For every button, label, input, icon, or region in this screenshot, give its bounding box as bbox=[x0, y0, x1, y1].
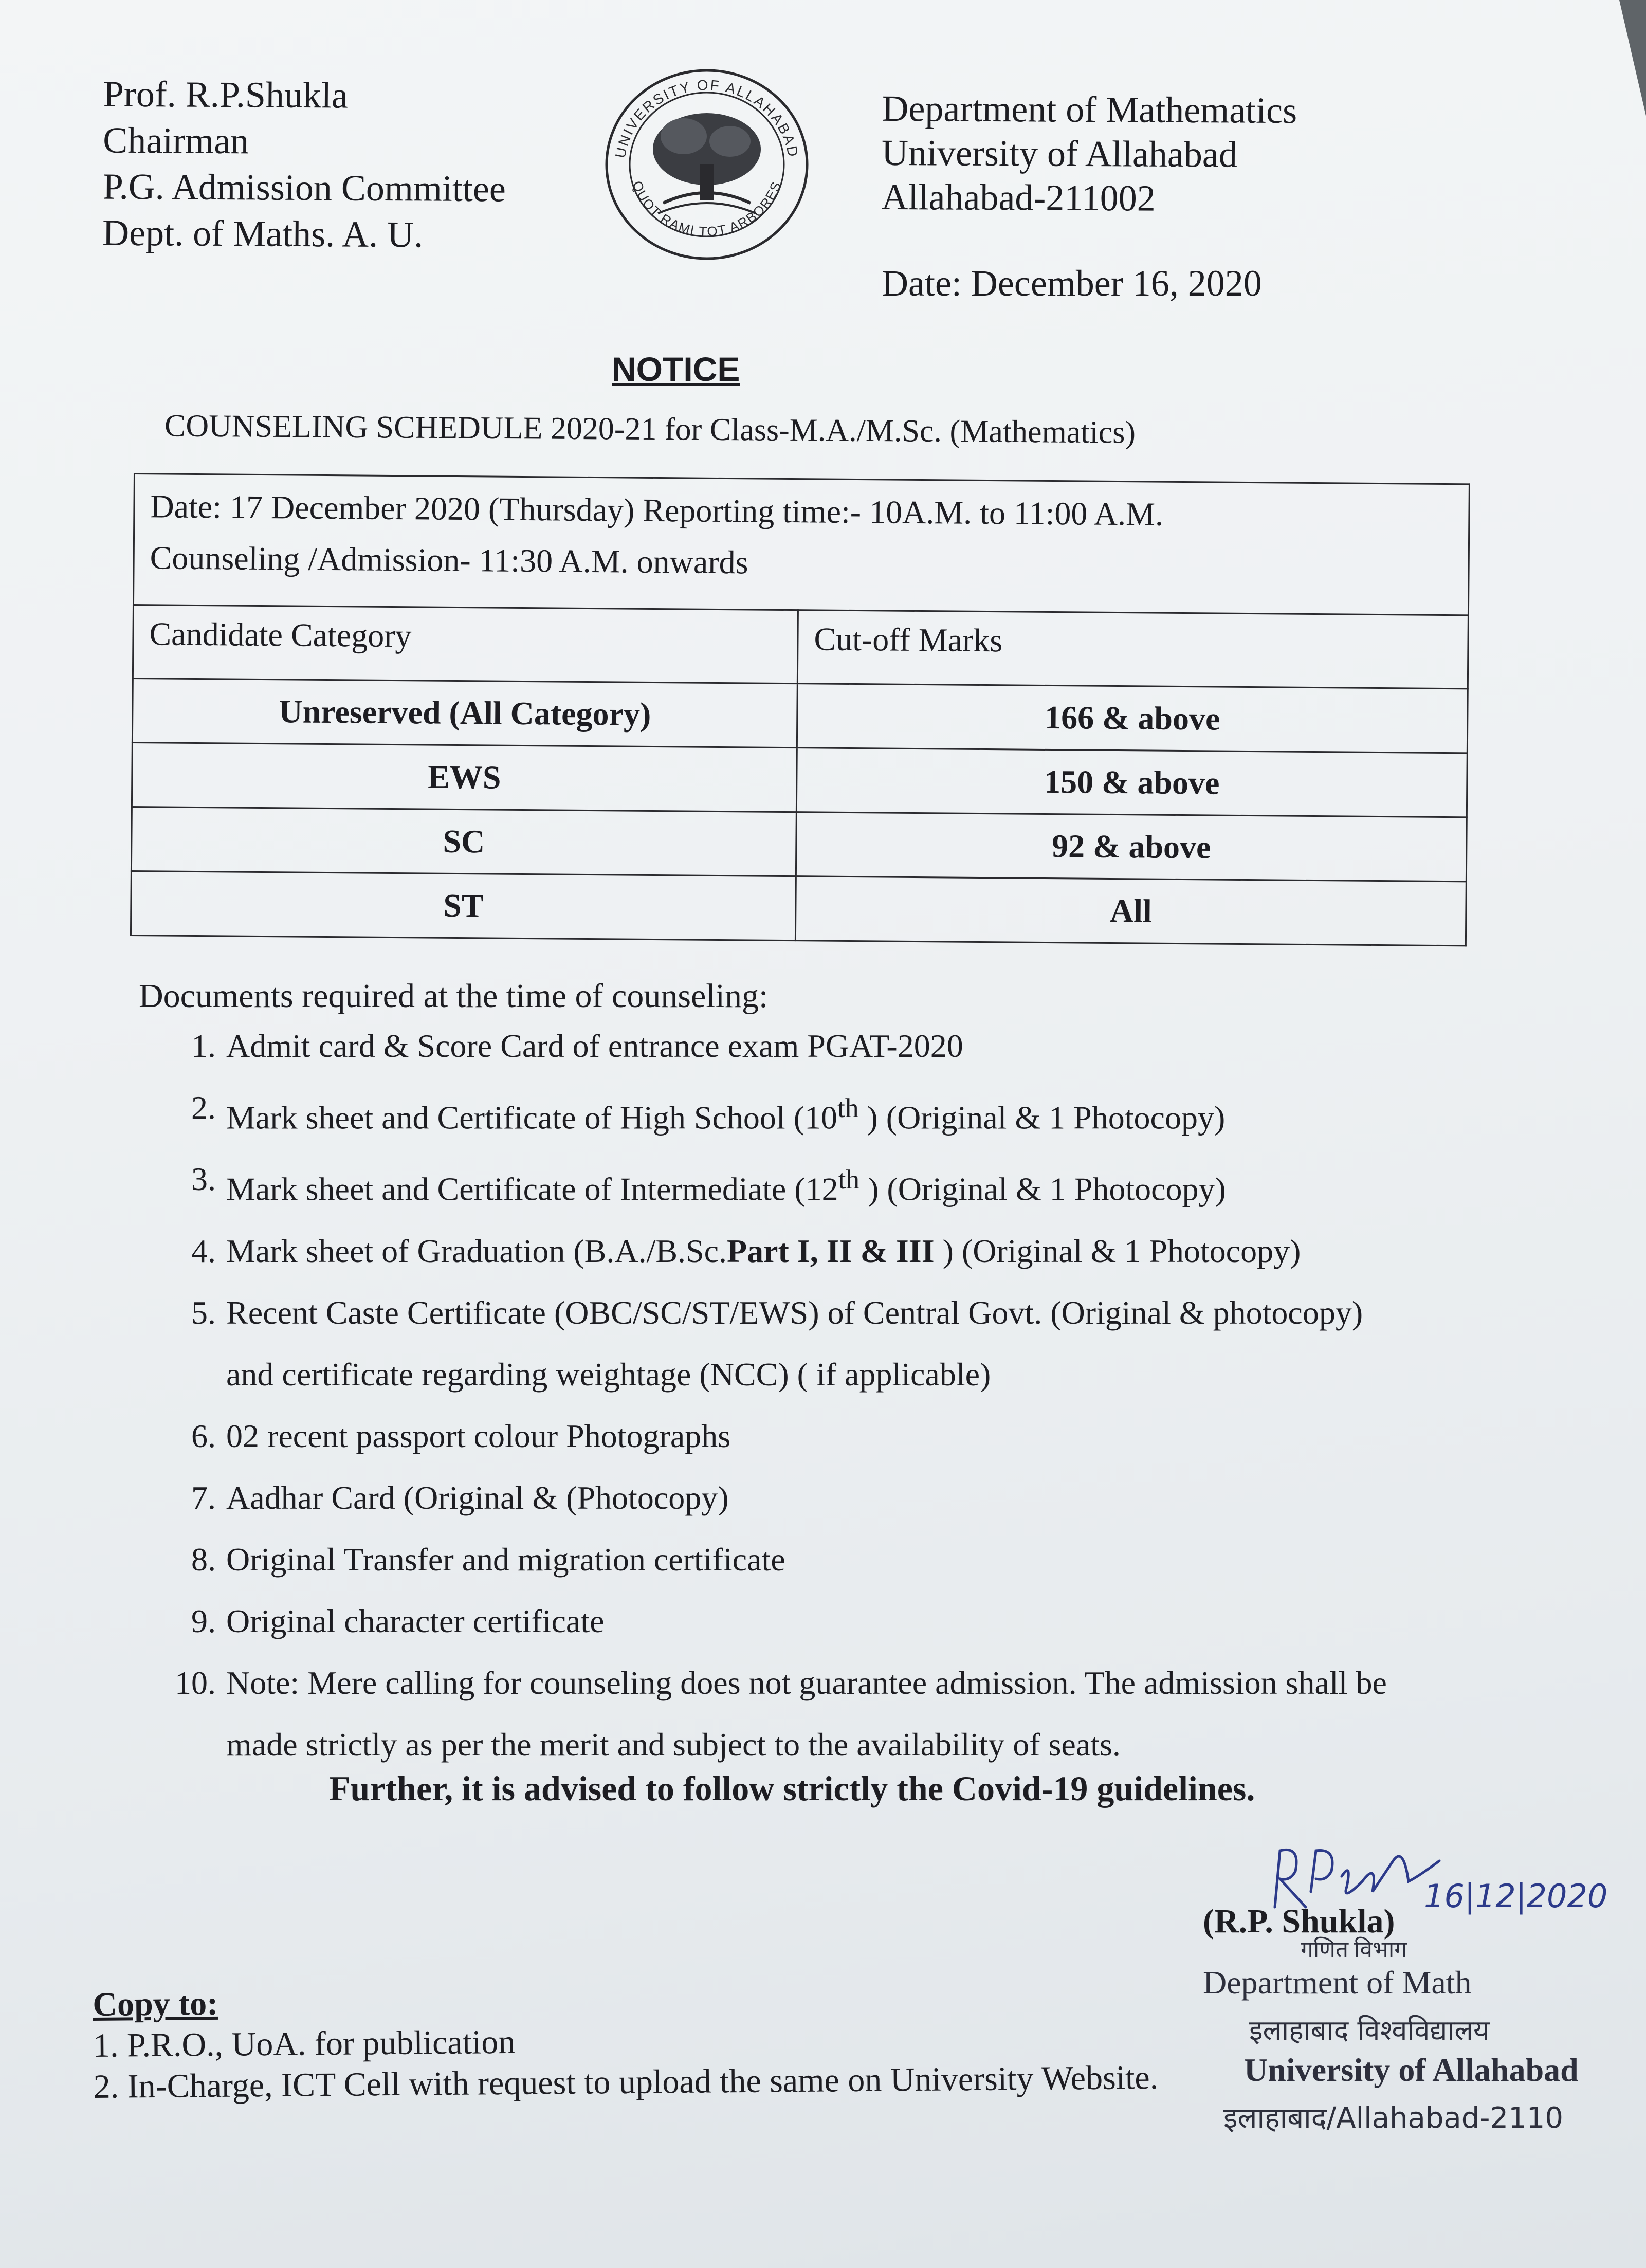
seal-text-top: UNIVERSITY OF ALLAHABAD bbox=[612, 77, 802, 159]
category-cell: Unreserved (All Category) bbox=[132, 678, 797, 747]
table-row bbox=[131, 871, 1466, 945]
list-item bbox=[154, 1405, 1542, 1467]
list-number: 10. bbox=[175, 1664, 216, 1701]
cutoff-cell: 92 & above bbox=[796, 812, 1467, 882]
sender-dept: Dept. of Maths. A. U. bbox=[102, 212, 424, 255]
list-text-bold: Part I, II & III bbox=[727, 1232, 935, 1269]
list-item bbox=[154, 1015, 1542, 1077]
schedule-date-line: Date: 17 December 2020 (Thursday) Reporting time:- 10A.M. to 11:00 A.M. bbox=[150, 488, 1164, 533]
superscript: th bbox=[838, 1164, 860, 1195]
superscript: th bbox=[837, 1092, 859, 1123]
stamp-city: इलाहाबाद/Allahabad-2110 bbox=[1223, 2101, 1563, 2135]
notice-date: Date: December 16, 2020 bbox=[882, 263, 1262, 304]
list-number: 5. bbox=[191, 1294, 216, 1331]
list-item bbox=[154, 1590, 1542, 1652]
sender-block bbox=[102, 71, 506, 259]
schedule-info-row bbox=[133, 474, 1469, 615]
department-stamp bbox=[1203, 1937, 1640, 2164]
list-text: Mark sheet and Certificate of Intermediate (12 bbox=[226, 1170, 838, 1208]
list-number: 6. bbox=[191, 1417, 216, 1454]
notice-title: NOTICE bbox=[612, 350, 740, 388]
list-text: ) (Original & 1 Photocopy) bbox=[858, 1099, 1226, 1136]
list-item bbox=[154, 1077, 1542, 1148]
list-number: 1. bbox=[191, 1028, 216, 1064]
schedule-table bbox=[130, 473, 1470, 946]
list-number: 3. bbox=[191, 1161, 216, 1198]
list-text: Original Transfer and migration certificate bbox=[226, 1541, 785, 1578]
stamp-hindi-dept: गणित विभाग bbox=[1301, 1937, 1407, 1962]
list-item bbox=[154, 1529, 1542, 1590]
header-cutoff: Cut-off Marks bbox=[797, 610, 1468, 689]
signatory-name: (R.P. Shukla) bbox=[1203, 1903, 1395, 1940]
category-cell: SC bbox=[131, 807, 796, 876]
seal-text-bottom: QUOT RAMI TOT ARBORES bbox=[629, 178, 784, 240]
documents-list bbox=[154, 1015, 1542, 1776]
list-text-continued: made strictly as per the merit and subject to the availability of seats. bbox=[226, 1726, 1121, 1763]
sender-title: Chairman bbox=[103, 119, 249, 162]
list-number: 7. bbox=[191, 1479, 216, 1516]
documents-intro: Documents required at the time of counseling: bbox=[139, 977, 769, 1015]
category-cell: EWS bbox=[132, 742, 797, 812]
list-text-continued: and certificate regarding weightage (NCC) ( if applicable) bbox=[226, 1356, 991, 1393]
list-text: Admit card & Score Card of entrance exam PGAT-2020 bbox=[226, 1028, 963, 1064]
department-address bbox=[881, 86, 1297, 221]
copy-to-title: Copy to: bbox=[93, 1984, 218, 2023]
dept-name: Department of Mathematics bbox=[882, 87, 1297, 132]
table-row bbox=[132, 742, 1467, 817]
list-item bbox=[154, 1652, 1542, 1776]
list-text: Note: Mere calling for counseling does not guarantee admission. The admission shall be bbox=[226, 1664, 1387, 1701]
sender-name: Prof. R.P.Shukla bbox=[103, 73, 349, 116]
notice-subtitle: COUNSELING SCHEDULE 2020-21 for Class-M.A./M.Sc. (Mathematics) bbox=[164, 408, 1136, 450]
table-row bbox=[131, 807, 1467, 881]
stamp-dept: Department of Math bbox=[1203, 1964, 1472, 2001]
list-number: 9. bbox=[191, 1602, 216, 1639]
copy-to-item: 2. In-Charge, ICT Cell with request to upload the same on University Website. bbox=[93, 2058, 1159, 2106]
list-text: 02 recent passport colour Photographs bbox=[226, 1417, 731, 1454]
list-text: Mark sheet of Graduation (B.A./B.Sc. bbox=[226, 1232, 727, 1269]
list-item bbox=[154, 1282, 1542, 1405]
university-name: University of Allahabad bbox=[881, 132, 1238, 175]
handwritten-date-text: 16|12|2020 bbox=[1424, 1877, 1608, 1915]
schedule-info-cell bbox=[133, 474, 1469, 615]
list-number: 4. bbox=[191, 1232, 216, 1269]
copy-to-section bbox=[93, 1975, 1159, 2108]
list-text: Aadhar Card (Original & (Photocopy) bbox=[226, 1479, 729, 1516]
list-number: 8. bbox=[191, 1541, 216, 1578]
covid-guideline-note: Further, it is advised to follow strictly the Covid-19 guidelines. bbox=[329, 1769, 1255, 1808]
cutoff-cell: All bbox=[795, 876, 1466, 946]
category-cell: ST bbox=[131, 871, 796, 940]
table-row bbox=[132, 678, 1468, 753]
handwritten-date bbox=[1419, 1851, 1645, 1938]
sender-committee: P.G. Admission Committee bbox=[102, 166, 506, 210]
seal-tree-icon bbox=[653, 113, 761, 213]
list-text: ) (Original & 1 Photocopy) bbox=[859, 1170, 1226, 1208]
list-item bbox=[154, 1148, 1542, 1220]
list-text: Original character certificate bbox=[226, 1602, 605, 1639]
schedule-counseling-line: Counseling /Admission- 11:30 A.M. onwards bbox=[150, 539, 748, 581]
city-pincode: Allahabad-211002 bbox=[881, 176, 1156, 219]
list-text: Mark sheet and Certificate of High School (10 bbox=[226, 1099, 837, 1136]
list-number: 2. bbox=[191, 1089, 216, 1126]
list-item bbox=[154, 1467, 1542, 1529]
stamp-hindi-univ: इलाहाबाद विश्वविद्यालय bbox=[1249, 2014, 1490, 2046]
cutoff-cell: 166 & above bbox=[797, 684, 1468, 753]
list-text: Recent Caste Certificate (OBC/SC/ST/EWS) of Central Govt. (Original & photocopy) bbox=[226, 1294, 1363, 1331]
list-text: ) (Original & 1 Photocopy) bbox=[934, 1232, 1301, 1269]
copy-to-item: 1. P.R.O., UoA. for publication bbox=[93, 2023, 516, 2064]
cutoff-cell: 150 & above bbox=[796, 748, 1467, 817]
table-header-row bbox=[133, 605, 1468, 689]
header-category: Candidate Category bbox=[133, 605, 798, 684]
university-seal bbox=[601, 64, 812, 265]
list-item bbox=[154, 1220, 1542, 1282]
stamp-university: University of Allahabad bbox=[1244, 2052, 1579, 2088]
